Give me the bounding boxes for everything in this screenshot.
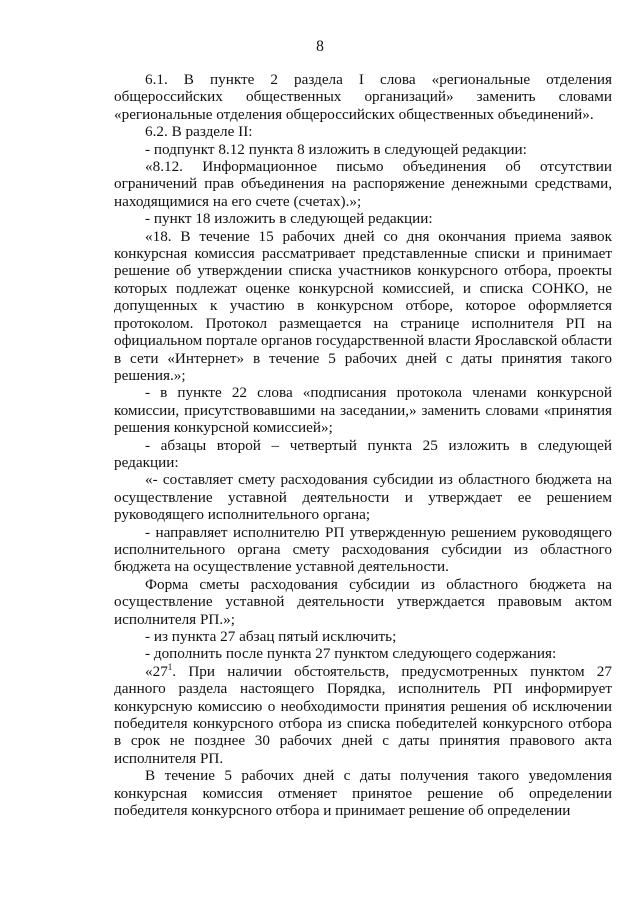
paragraph: - дополнить после пункта 27 пунктом следующего содержания: [145, 645, 557, 663]
paragraph-27-1 [114, 663, 612, 767]
paragraph: - пункт 18 изложить в следующей редакции: [145, 210, 433, 228]
page-number: 8 [316, 38, 324, 55]
paragraph: В течение 5 рабочих дней с даты получения такого уведомления конкурсная комиссия отменяет принятое решение об определении победителя конкурсного отбора и принимает решение об определении [114, 767, 612, 820]
superscript-index: 1 [167, 661, 173, 672]
paragraph: 6.1. В пункте 2 раздела I слова «региональные отделения общероссийских общественных организаций» заменить словами «региональные отделения общероссийских общественных объединений». [114, 71, 612, 123]
paragraph: - абзацы второй – четвертый пункта 25 изложить в следующей редакции: [114, 436, 612, 471]
paragraph: «18. В течение 15 рабочих дней со дня окончания приема заявок конкурсная комиссия рассматривает представленные списки и принимает решение об утверждении списка участников конкурсного отбора, проекты которых подлежат оценке конкурсной комиссией, и списка СОНКО, не допущенных к участию в конкурсном отборе, которое оформляется протоколом. Протокол размещается на странице исполнителя РП на официальном портале органов государственной власти Ярославской области в сети «Интернет» в течение 5 рабочих дней с даты принятия такого решения.»; [114, 227, 612, 384]
paragraph-27-1-lead: «27 [145, 662, 168, 680]
document-body [114, 71, 612, 819]
paragraph: 6.2. В разделе II: [145, 123, 253, 141]
paragraph: «- составляет смету расходования субсидии из областного бюджета на осуществление уставной деятельности и утверждает ее решением руководящего исполнительного органа; [114, 471, 612, 524]
paragraph: Форма сметы расходования субсидии из областного бюджета на осуществление уставной деятельности утверждается правовым актом исполнителя РП.»; [114, 575, 612, 628]
paragraph: «8.12. Информационное письмо объединения об отсутствии ограничений прав объединения на распоряжение денежными средствами, находящимися на его счете (счетах).»; [114, 158, 612, 210]
paragraph: - в пункте 22 слова «подписания протокола членами конкурсной комиссии, присутствовавшими на заседании,» заменить словами «принятия решения конкурсной комиссией»; [114, 384, 612, 437]
paragraph-27-1-text: . При наличии обстоятельств, предусмотренных пунктом 27 данного раздела настоящего Порядка, исполнитель РП информирует конкурсную комиссию о необходимости принятия решения об исключении победителя конкурсного отбора из списка победителей конкурсного отбора в срок не позднее 30 рабочих дней с даты принятия правового акта исполнителя РП. [114, 662, 612, 767]
paragraph: - из пункта 27 абзац пятый исключить; [145, 628, 397, 645]
paragraph: - подпункт 8.12 пункта 8 изложить в следующей редакции: [145, 140, 527, 158]
paragraph: - направляет исполнителю РП утвержденную решением руководящего исполнительного органа смету расходования субсидии из областного бюджета на осуществление уставной деятельности. [114, 523, 612, 576]
